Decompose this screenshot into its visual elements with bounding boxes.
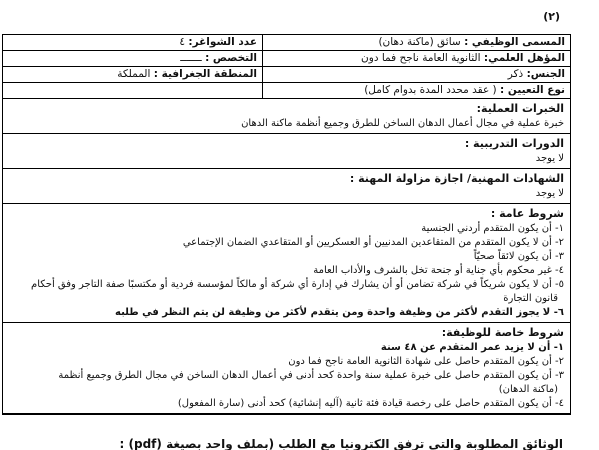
general-condition-item: قانون التجارة: [503, 293, 558, 304]
documents-heading: الوثائق المطلوبة والتي ترفق الكترونيا مع الطلب (بملف واحد بصيغة (pdf) :: [119, 437, 563, 450]
specific-condition-item: ٤- أن يكون المتقدم حاصل على رخصة قيادة فئة ثانية (آليه إنشائية) كحد أدنى (سارة المفعول): [177, 398, 564, 409]
appointment-label: نوع التعيين :: [500, 84, 565, 96]
general-condition-item: ٦- لا يجوز التقدم لأكثر من وظيفة واحدة ومن يتقدم لأكثر من وظيفة لن يتم النظر في طلبه: [115, 307, 564, 318]
experience-section: [3, 99, 570, 134]
vacancies-label: عدد الشواغر:: [188, 36, 257, 48]
courses-section: [3, 134, 570, 169]
general-conditions-title: شروط عامة :: [490, 207, 564, 220]
job-title-label: المسمى الوظيفي :: [464, 36, 565, 48]
row-gender: [3, 67, 570, 83]
experience-text: خبرة عملية في مجال أعمال الدهان الساخن للطرق وجميع أنظمة ماكنة الدهان: [241, 118, 564, 129]
region-label: المنطقة الجغرافية :: [153, 68, 257, 80]
general-condition-item: ٣- أن يكون لائقاً صحيّاً: [473, 251, 564, 262]
job-title-value: سائق (ماكنة دهان): [378, 36, 461, 48]
gender-value: ذكر: [507, 68, 524, 80]
row-qualification: [3, 51, 570, 67]
page-number: (٢): [543, 10, 560, 23]
specific-conditions-section: [3, 323, 570, 414]
certificates-text: لا يوجد: [535, 188, 564, 199]
appointment-value: ( عقد محدد المدة بدوام كامل): [364, 84, 497, 96]
general-condition-item: ١- أن يكون المتقدم أردني الجنسية: [421, 223, 564, 234]
courses-title: الدورات التدريبية :: [464, 137, 564, 150]
specific-condition-item: ٢- أن يكون المتقدم حاصل على شهادة الثانوية العامة ناجح فما دون: [288, 356, 564, 367]
region-value: المملكة: [117, 68, 151, 80]
general-condition-item: ٢- أن لا يكون المتقدم من المتقاعدين المدنيين أو العسكريين أو المتقاعدي الضمان الإجتماعي: [182, 237, 564, 248]
certificates-title: الشهادات المهنية/ اجازة مزاولة المهنة :: [349, 172, 564, 185]
gender-label: الجنس:: [526, 68, 565, 80]
certificates-section: [3, 169, 570, 204]
vacancies-value: ٤: [179, 36, 186, 48]
general-condition-item: ٥- أن لا يكون شريكاً في شركة تضامن أو أن يشارك في إدارة أي شركة أو مالكاً لمؤسسة فردية أو مكتسبًا صفة التاجر وفق أحكام: [31, 279, 564, 290]
specific-condition-item: ٣- أن يكون المتقدم حاصل على خبرة عملية سنة واحدة كحد أدنى في أعمال الدهان الساخن في مجال الطرق وجميع أنظمة: [58, 370, 564, 381]
experience-title: الخبرات العملية:: [476, 102, 564, 115]
row-appointment: [3, 83, 570, 99]
general-condition-item: ٤- غير محكوم بأي جناية أو جنحة تخل بالشرف والأداب العامة: [313, 265, 564, 276]
general-conditions-section: [3, 204, 570, 323]
specialization-label: التخصص :: [205, 52, 257, 64]
documents-heading-cut: [0, 436, 599, 450]
specific-condition-item: ١- أن لا يزيد عمر المتقدم عن ٤٨ سنة: [380, 342, 564, 353]
row-job-title: [3, 35, 570, 51]
qualification-value: الثانوية العامة ناجح فما دون: [361, 52, 481, 64]
specialization-value: ـــــــ: [180, 52, 202, 64]
specific-condition-item: (ماكنة الدهان): [498, 384, 558, 395]
specific-conditions-title: شروط خاصة للوظيفة:: [441, 326, 564, 339]
job-details-table: [2, 34, 571, 415]
courses-text: لا يوجد: [535, 153, 564, 164]
qualification-label: المؤهل العلمي:: [483, 52, 565, 64]
